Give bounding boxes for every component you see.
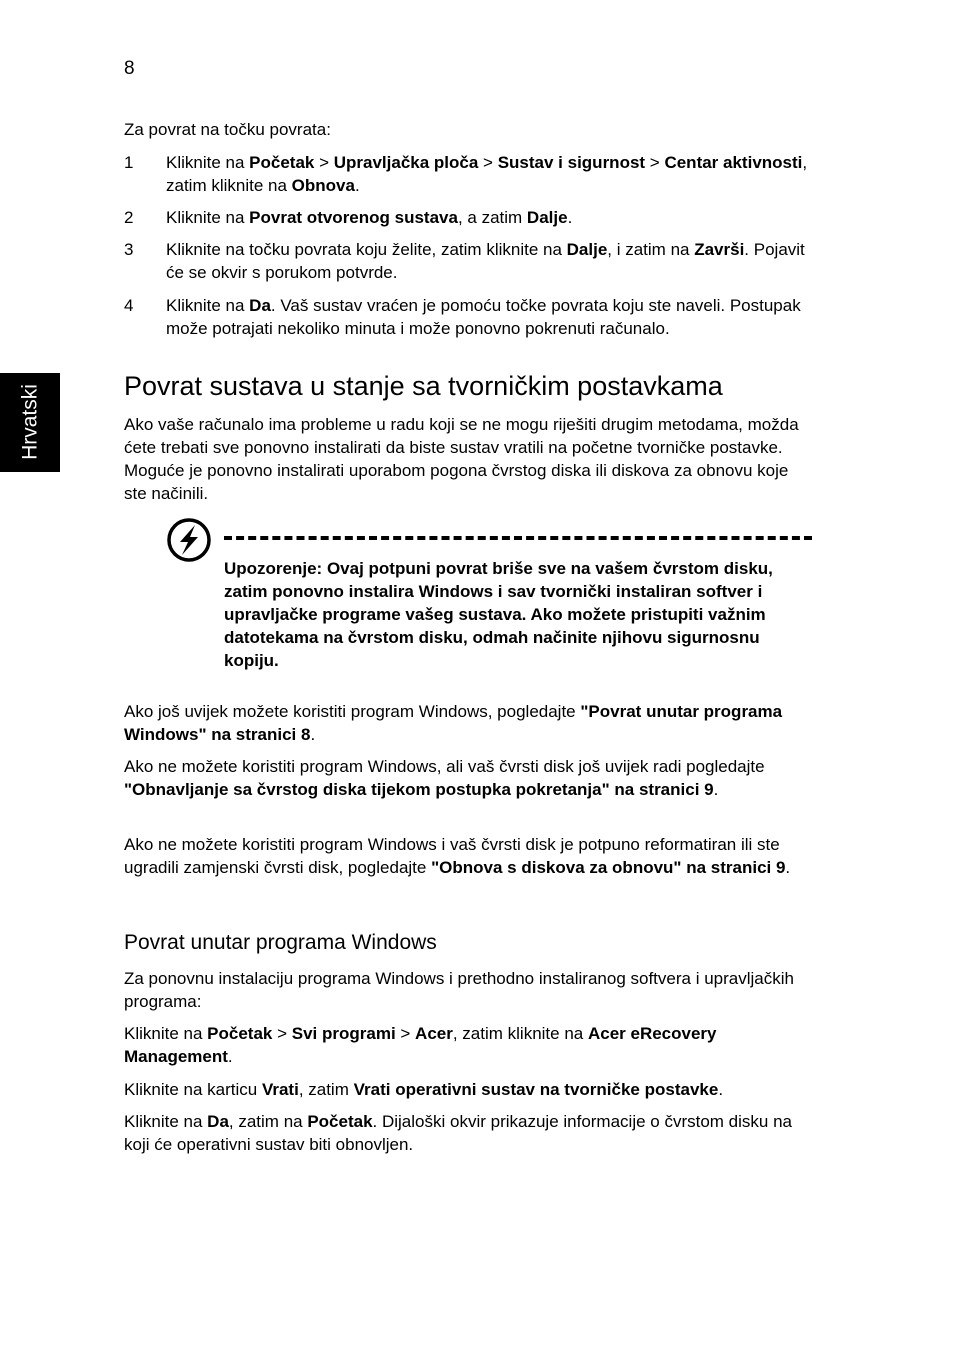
bold-term: Završi [694, 240, 745, 259]
list-item-text: Kliknite na Da. Vaš sustav vraćen je pomoću točke povrata koju ste naveli. Postupak može potrajati nekoliko minuta i može ponovno pokrenuti računalo. [166, 296, 801, 338]
language-side-tab-label: Hrvatski [18, 384, 42, 460]
bold-term: Sustav i sigurnost [497, 153, 646, 172]
list-item-number: 2 [124, 208, 134, 227]
section-intro: Ako vaše računalo ima probleme u radu koji se ne mogu riješiti drugim metodama, možda ćete trebati sve ponovno instalirati da biste sustav vratili na početne tvorničke postavke. Moguće je ponovno instalirati uporabom pogona čvrstog diska ili diskova za obnovu koje ste načinili. [124, 415, 799, 503]
option-paragraph: Ako još uvijek možete koristiti program Windows, pogledajte "Povrat unutar programa Windows" na stranici 8. [124, 702, 783, 744]
bold-term: Obnova [291, 176, 355, 195]
bold-term: Acer [415, 1024, 453, 1043]
bold-term: Upravljačka ploča [333, 153, 479, 172]
bold-term: Acer eRecovery Management [124, 1024, 717, 1066]
bold-term: "Povrat unutar programa Windows" na stranici 8 [124, 702, 783, 744]
subsection-paragraph: Kliknite na Da, zatim na Početak. Dijaloški okvir prikazuje informacije o čvrstom disku na koji će operativni sustav biti obnovljen. [124, 1112, 793, 1154]
bold-term: Početak [207, 1024, 273, 1043]
bold-term: Vrati [261, 1080, 299, 1099]
bold-term: Da [207, 1112, 229, 1131]
list-item-text: Kliknite na točku povrata koju želite, zatim kliknite na Dalje, i zatim na Završi. Pojavit će se okvir s porukom potvrde. [166, 240, 805, 282]
bold-term: Povrat otvorenog sustava [249, 208, 458, 227]
bold-term: Dalje [526, 208, 568, 227]
page-number: 8 [124, 58, 135, 79]
list-item-number: 3 [124, 240, 134, 259]
bold-term: Početak [249, 153, 315, 172]
section-title: Povrat sustava u stanje sa tvorničkim postavkama [124, 371, 723, 401]
option-paragraph: Ako ne možete koristiti program Windows, ali vaš čvrsti disk još uvijek radi pogledajte "Obnavljanje sa čvrstog diska tijekom postupka pokretanja" na stranici 9. [124, 757, 765, 799]
warning-divider [224, 536, 812, 540]
bold-term: Dalje [566, 240, 608, 259]
subsection-paragraph: Za ponovnu instalaciju programa Windows i prethodno instaliranog softvera i upravljačkih programa: [124, 969, 794, 1011]
list-item-number: 1 [124, 153, 134, 172]
warning-text: Upozorenje: Ovaj potpuni povrat briše sve na vašem čvrstom disku, zatim ponovno instalira Windows i sav tvornički instaliran softver i upravljačke programe vašeg sustava. Ako možete pristupiti važnim datotekama na čvrstom disku, odmah načinite njihovu sigurnosnu kopiju. [224, 559, 773, 670]
lightning-warning-icon [166, 517, 212, 563]
list-item-text: Kliknite na Povrat otvorenog sustava, a zatim Dalje. [166, 208, 573, 227]
bold-term: Centar aktivnosti [664, 153, 803, 172]
bold-term: Svi programi [291, 1024, 396, 1043]
bold-term: "Obnova s diskova za obnovu" na stranici 9 [431, 858, 786, 877]
language-side-tab [0, 373, 60, 472]
intro-text: Za povrat na točku povrata: [124, 120, 331, 139]
bold-term: Vrati operativni sustav na tvorničke postavke [353, 1080, 719, 1099]
list-item-text: Kliknite na Početak > Upravljačka ploča > Sustav i sigurnost > Centar aktivnosti, zatim kliknite na Obnova. [166, 153, 808, 195]
subsection-paragraph: Kliknite na Početak > Svi programi > Acer, zatim kliknite na Acer eRecovery Management. [124, 1024, 717, 1066]
subsection-paragraph: Kliknite na karticu Vrati, zatim Vrati operativni sustav na tvorničke postavke. [124, 1080, 724, 1099]
bold-term: Početak [307, 1112, 373, 1131]
list-item-number: 4 [124, 296, 134, 315]
bold-term: Da [249, 296, 271, 315]
option-paragraph: Ako ne možete koristiti program Windows i vaš čvrsti disk je potpuno reformatiran ili ste ugradili zamjenski čvrsti disk, pogledajte "Obnova s diskova za obnovu" na stranici 9. [124, 835, 791, 877]
subsection-title: Povrat unutar programa Windows [124, 931, 437, 954]
bold-term: "Obnavljanje sa čvrstog diska tijekom postupka pokretanja" na stranici 9 [124, 780, 714, 799]
